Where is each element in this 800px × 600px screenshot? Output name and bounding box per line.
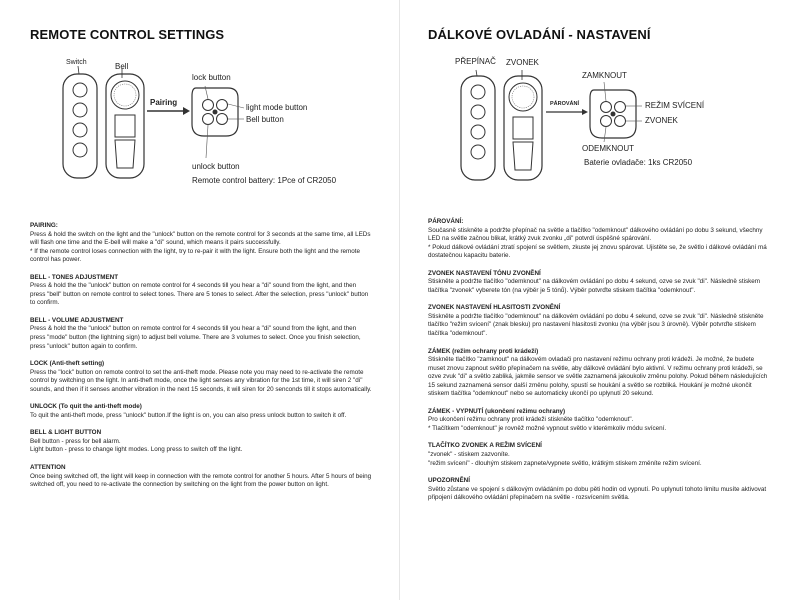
pairing-label: Pairing [150, 98, 178, 107]
battery-label: Remote control battery: 1Pce of CR2050 [192, 176, 337, 185]
right-page-title: DÁLKOVÉ OVLADÁNÍ - NASTAVENÍ [428, 27, 651, 42]
section-bell-volume-cz: ZVONEK NASTAVENÍ HLASITOSTI ZVONĚNÍ Stiskněte a podržte tlačítko "odemknout" na dálkovém ovládání po dobu 4 sekund, ozve se zvuk "di". Následně stiskněte tlačítko "režim svícení" (znak blesku) pro nastavení hlasitosti zvonku (na výběr jsou 3 úrovně). Výběr potvrďte stiskem tlačítka "odemknout". [428, 304, 764, 338]
bell-label: Bell [115, 62, 129, 71]
unlock-button-label: unlock button [192, 162, 240, 171]
lock-button-label: lock button [192, 73, 231, 82]
section-bell-volume: BELL - VOLUME ADJUSTMENT Press & hold the the "unlock" button on remote control for 4 seconds till you hear a "di" sound from the light, and then press "mode" button (the lightning sign) to adjust bell volume. There are 3 volumes to select. Once you finish selection, press "unlock" button again to confirm. [30, 316, 361, 350]
section-bell-light-button: BELL & LIGHT BUTTON Bell button - press for bell alarm. Light button - press to change light modes. Long press to switch off the light. [30, 429, 243, 454]
section-lock: LOCK (Anti-theft setting) Press the "lock" button on remote control to set the anti-theft mode. Please note you may need to re-activate the remote control by switching on the light. In anti-theft mode, once the light senses any vibration for the 1st time, it will siren 2 "di" sounds, and then if it senses another vibration in the next 15 seconds, it will siren for 20 senconds till it stops automatically. [30, 360, 372, 393]
left-page-title: REMOTE CONTROL SETTINGS [30, 27, 225, 42]
bell-label-cz: ZVONEK [506, 58, 539, 67]
bell-button-label: Bell button [246, 115, 284, 124]
section-unlock: UNLOCK (To quit the anti-theft mode) To quit the anti-theft mode, press "unlock" button.If the light is on, you can also press unlock button to switch it off. [30, 403, 347, 419]
section-bell-tones: BELL - TONES ADJUSTMENT Press & hold the the "unlock" button on remote control for 4 seconds till you hear a "di" sound from the light, and then press "bell" button on remote control to select tones. There are 5 tones to select. After the selection, press "unlock" button to confirm. [30, 273, 369, 307]
section-attention-cz: UPOZORNĚNÍ Světlo zůstane ve spojení s dálkovým ovládáním po dobu pěti hodin od vypnutí. Po uplynutí tohoto limitu musíte aktivovat připojení dálkového ovládání přepínačem na světle - rozsvícením světla. [428, 477, 767, 502]
section-pairing: PAIRING: Press & hold the switch on the light and the "unlock" button on the remote control for 3 seconds at the same time, all LEDs will flash one time and the E-bell will make a "di" sound, which means it pairs successfully. * If the remote control loses connection with the light, try to re-pair it with the light. Ensure both the light and the remote control has power. [30, 222, 371, 264]
switch-label: Switch [66, 59, 87, 66]
right-instructions [428, 218, 770, 512]
switch-body-cz-icon [461, 76, 495, 180]
light-mode-button-label-cz: REŽIM SVÍCENÍ [645, 101, 705, 110]
section-bell-light-button-cz: TLAČÍTKO ZVONEK A REŽIM SVÍCENÍ "zvonek" - stiskem zazvoníte. "režim svícení" - dlouhým stiskem zapnete/vypnete světlo, krátkým stiskem změníte režim svícení. [428, 442, 702, 467]
unlock-button-label-cz: ODEMKNOUT [582, 144, 634, 153]
section-attention: ATTENTION Once being switched off, the light will keep in connection with the remote control for another 5 hours. After 5 hours of being switched off, you need to re-activate the connection by switching on the light from the power button on light. [30, 464, 372, 489]
section-bell-tones-cz: ZVONEK NASTAVENÍ TÓNU ZVONĚNÍ Stiskněte a podržte tlačítko "odemknout" na dálkovém ovládání po dobu 4 sekund, ozve se zvuk "di". Následně stiskem tlačítka "zvonek" vyberete tón (na výběr je 5 tónů). Výběr potvrďte stiskem tlačítka "odemknout". [428, 269, 761, 294]
section-lock-cz: ZÁMEK (režim ochrany proti krádeži) Stiskněte tlačítko "zamknout" na dálkovém ovladači pro nastavení režimu ochrany proti krádeži. Je možné, že budete muset znovu zapnout světlo přepínačem na světle, aby dálkové ovládání bylo aktivní. V režimu ochrany proti krádeži, se ozve zvuk "di" a světlo zabliká, jakmile sensor ve světle zaznamená jakoukoliv změnu polohy. Pokud během následujících 15 sekund zaznamená sensor další změnu polohy, spustí se houkání a světlo se rozbliká. Houkání je možné ukončit stiskem tlačítka "odemknout" nebo se automaticky ukončí po uplynutí 20 sekund. [428, 347, 768, 398]
lock-button-label-cz: ZAMKNOUT [582, 71, 627, 80]
light-mode-button-label: light mode button [246, 103, 308, 112]
pairing-label-cz: PÁROVÁNÍ [550, 101, 580, 107]
bell-button-label-cz: ZVONEK [645, 116, 678, 125]
section-unlock-cz: ZÁMEK - VYPNUTÍ (ukončení režimu ochrany) Pro ukončení režimu ochrany proti krádeži stiskněte tlačítko "odemknout". * Tlačítkem "odemknout" je rovněž možné vypnout světlo v kterémkoliv módu svícení. [428, 407, 667, 432]
section-pairing-cz: PÁROVÁNÍ: Současně stiskněte a podržte přepínač na světle a tlačítko "odemknout" dálkového ovládání po dobu 3 sekund, všechny LED na světle začnou blikat, krátký zvuk zvonku „di" potvrdí úspěšné spárování. * Pokud dálkové ovládání ztratí spojení se světlem, zkuste jej znovu spárovat. Ujistěte se, že světlo i dálkové ovládání má dostatečnou kapacitu baterie. [428, 218, 767, 260]
switch-label-cz: PŘEPÍNAČ [455, 57, 496, 66]
battery-label-cz: Baterie ovladače: 1ks CR2050 [584, 158, 693, 167]
